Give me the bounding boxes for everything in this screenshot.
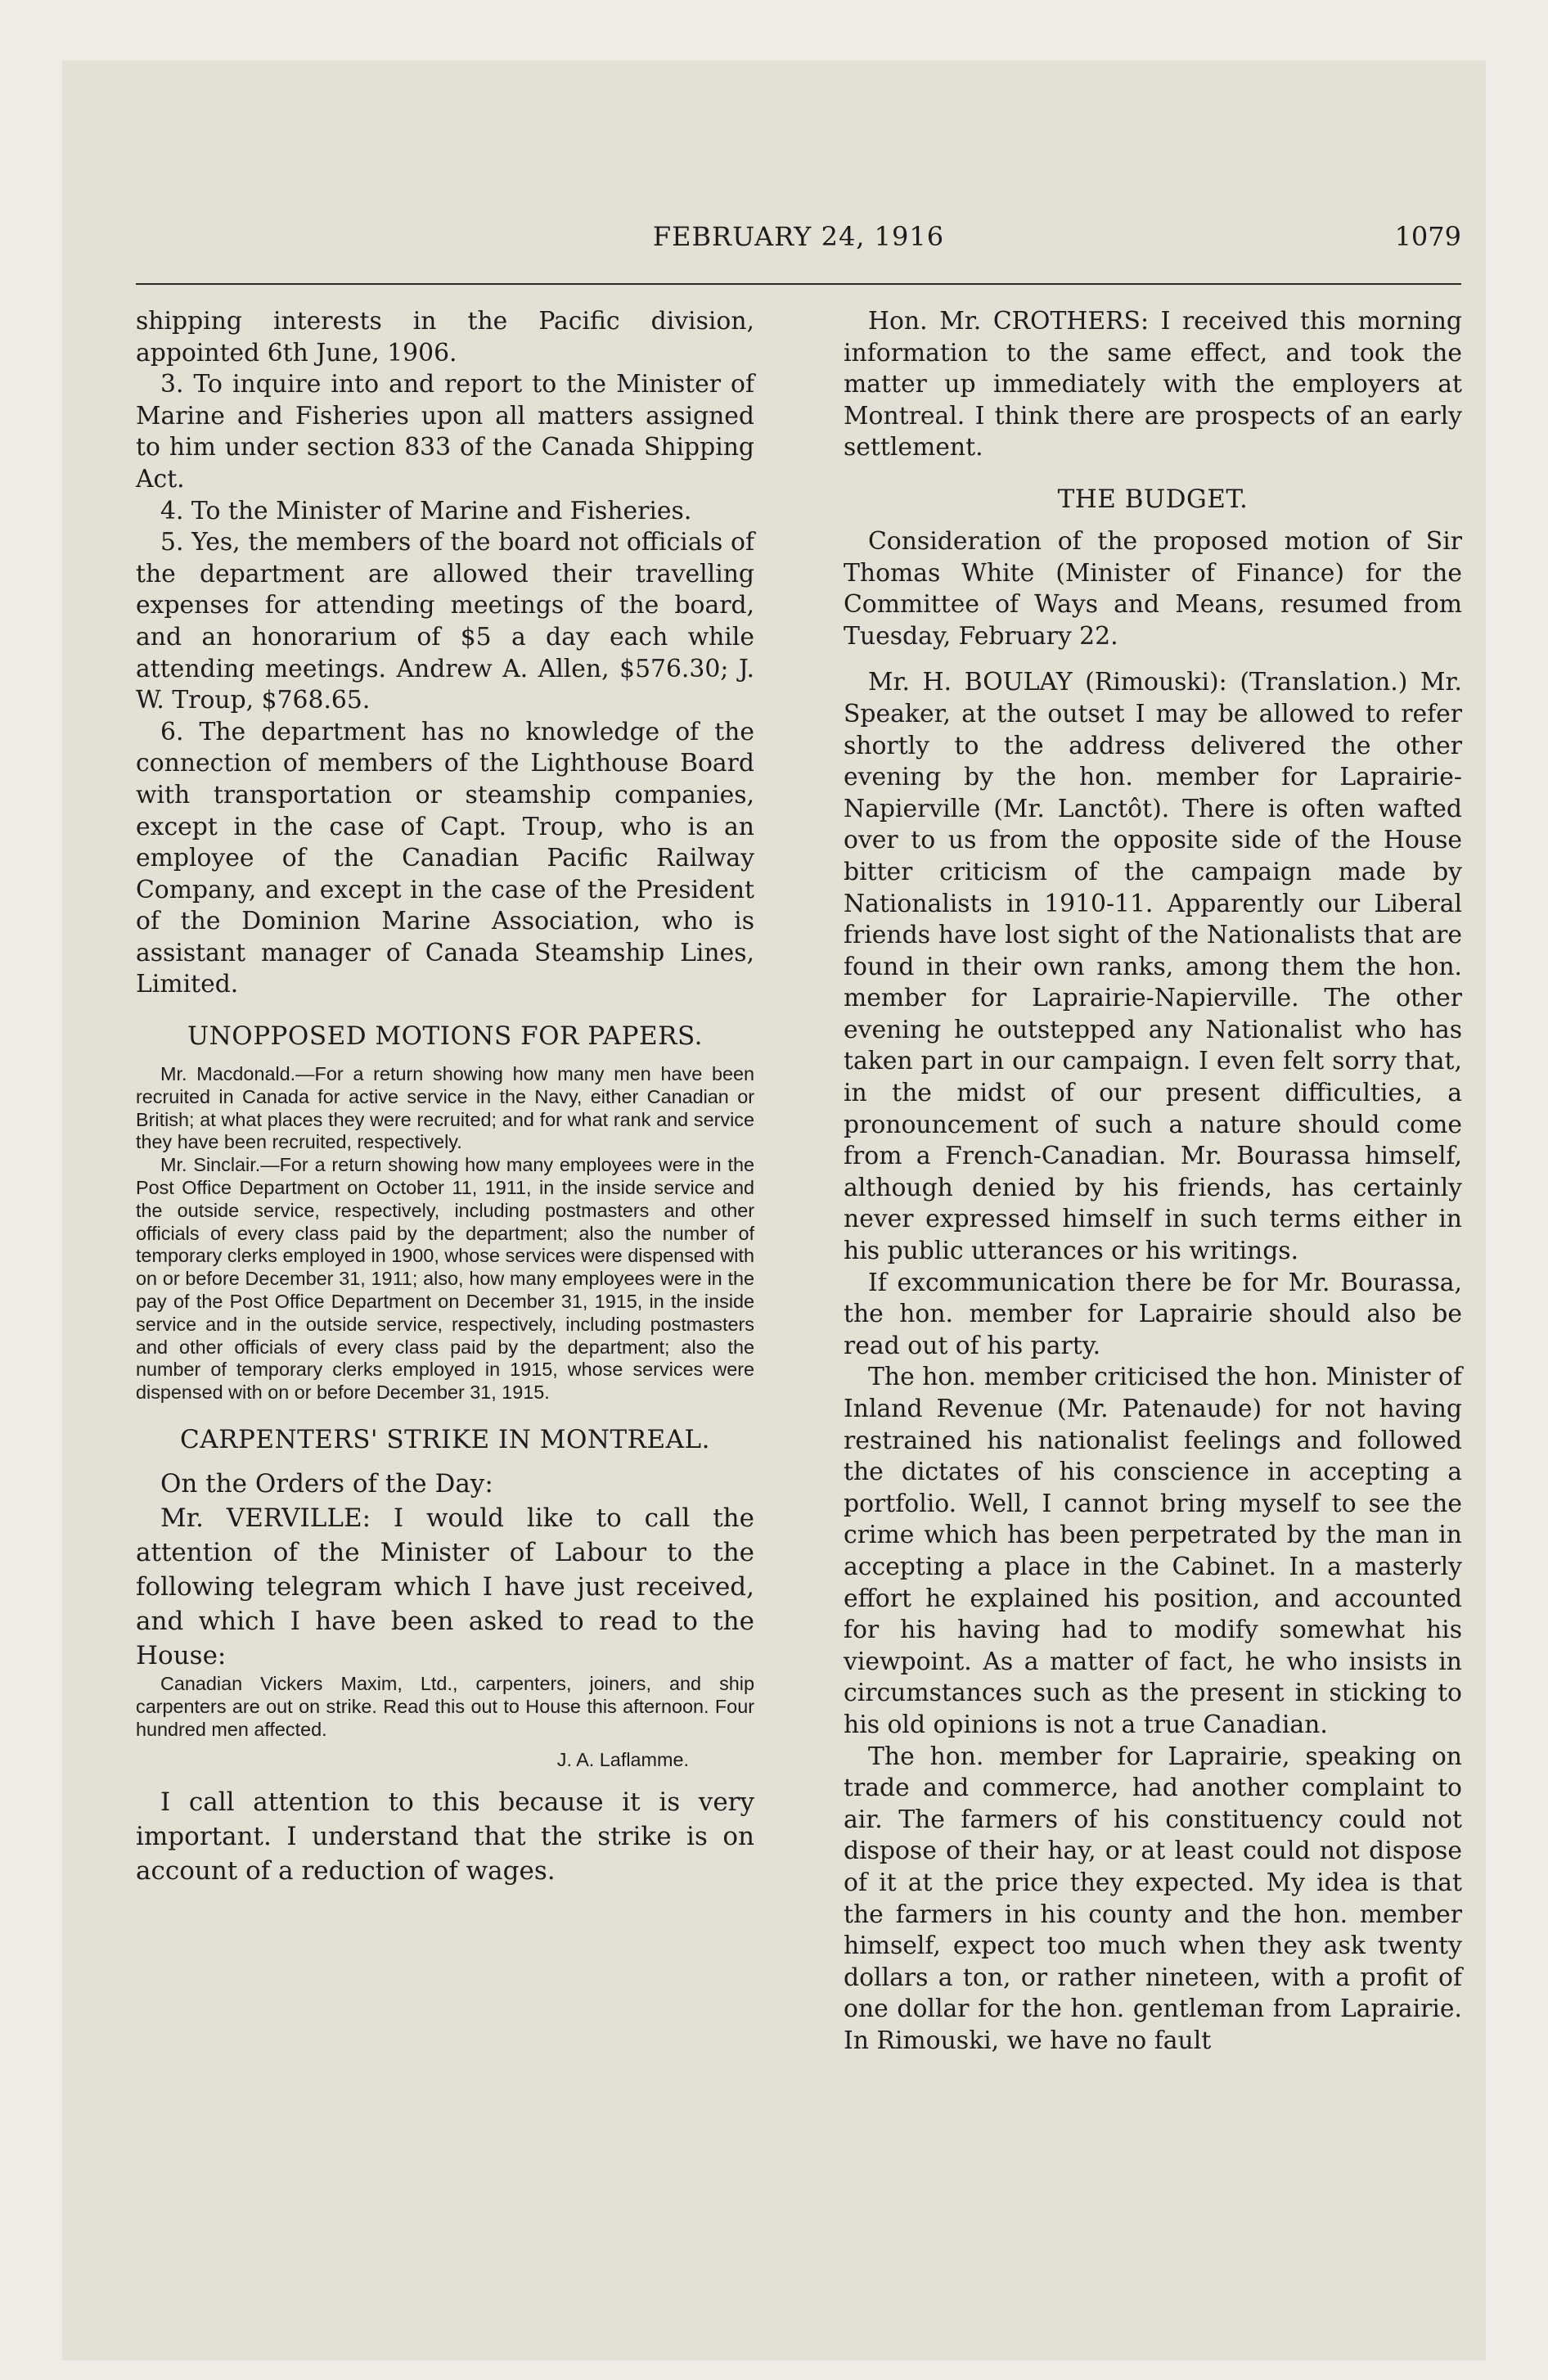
telegram-text: Canadian Vickers Maxim, Ltd., carpenters, joiners, and ship carpenters are out on strike. Read this out to House this afternoon. Four hundred men affected. [136,1673,754,1740]
header-date: FEBRUARY 24, 1916 [652,221,945,252]
paragraph: Mr. H. BOULAY (Rimouski): (Translation.) Mr. Speaker, at the outset I may be allowed to refer shortly to the address delivered the other evening by the hon. member for Laprairie-Napierville (Mr. Lanctôt). There is often wafted over to us from the opposite side of the House bitter criticism of the campaign made by Nationalists in 1910-11. Apparently our Liberal friends have lost sight of the Nationalists that are found in their own ranks, among them the hon. member for Laprairie-Napierville. The other evening he outstepped any Nationalist who has taken part in our campaign. I even felt sorry that, in the midst of our present difficulties, a pronouncement of such a nature should come from a French-Canadian. Mr. Bourassa himself, although denied by his friends, has certainly never expressed himself in such terms either in his public utterances or his writings. [844,668,1462,1266]
paragraph: 3. To inquire into and report to the Minister of Marine and Fisheries upon all matters assigned to him under section 833 of the Canada Shipping Act. [136,370,754,494]
motion-text: Mr. Macdonald.—For a return showing how many men have been recruited in Canada for active service in the Navy, either Canadian or British; at what places they were recruited; and for what rank and service they have been recruited, respectively. [136,1063,754,1153]
section-heading: UNOPPOSED MOTIONS FOR PAPERS. [187,1021,703,1052]
page-number: 1079 [1394,221,1461,252]
paragraph: Mr. VERVILLE: I would like to call the attention of the Minister of Labour to the following telegram which I have just received, and which I have been asked to read to the House: [136,1503,754,1671]
page-header [136,221,1461,254]
section-heading: CARPENTERS' STRIKE IN MONTREAL. [180,1425,710,1455]
paragraph: I call attention to this because it is very important. I understand that the strike is on account of a reduction of wages. [136,1787,754,1886]
paragraph: The hon. member for Laprairie, speaking on trade and commerce, had another complaint to air. The farmers of his constituency could not dispose of their hay, or at least could not dispose of it at the price they expected. My idea is that the farmers in his county and the hon. member himself, expect too much when they ask twenty dollars a ton, or rather nineteen, with a profit of one dollar for the hon. gentleman from Laprairie. In Rimouski, we have no fault [844,1742,1462,2055]
motion-text: Mr. Sinclair.—For a return showing how many employees were in the Post Office Department on October 11, 1911, in the inside service and the outside service, respectively, including postmasters and other officials of every class paid by the department; also the number of temporary clerks employed in 1900, whose services were dispensed with on or before December 31, 1911; also, how many employees were in the pay of the Post Office Department on December 31, 1915, in the inside service and in the outside service, respectively, including postmasters and other officials of every class paid by the department; also the number of temporary clerks employed in 1915, whose services were dispensed with on or before December 31, 1915. [136,1154,754,1404]
paragraph: 5. Yes, the members of the board not officials of the department are allowed their travelling expenses for attending meetings of the board, and an honorarium of $5 a day each while attending meetings. Andrew A. Allen, $576.30; J. W. Troup, $768.65. [136,528,754,715]
page-sheet [62,61,1486,2360]
paragraph: 4. To the Minister of Marine and Fisheries. [160,496,692,525]
telegram-signature: J. A. Laflamme. [556,1749,689,1771]
header-rule [136,283,1461,285]
paragraph: The hon. member criticised the hon. Minister of Inland Revenue (Mr. Patenaude) for not having restrained his nationalist feelings and followed the dictates of his conscience in accepting a portfolio. Well, I cannot bring myself to see the crime which has been perpetrated by the man in accepting a place in the Cabinet. In a masterly effort he explained his position, and accounted for his having had to modify somewhat his viewpoint. As a matter of fact, he who insists in circumstances such as the present in sticking to his old opinions is not a true Canadian. [844,1363,1462,1739]
paragraph: shipping interests in the Pacific division, appointed 6th June, 1906. [136,307,754,367]
paragraph: Hon. Mr. CROTHERS: I received this morning information to the same effect, and took the matter up immediately with the employers at Montreal. I think there are prospects of an early settlement. [844,307,1462,462]
left-column [136,306,754,1888]
paragraph: Consideration of the proposed motion of Sir Thomas White (Minister of Finance) for the Committee of Ways and Means, resumed from Tuesday, February 22. [844,526,1462,651]
paragraph: On the Orders of the Day: [160,1469,493,1499]
section-heading: THE BUDGET. [1057,484,1249,514]
paragraph: 6. The department has no knowledge of the connection of members of the Lighthouse Board with transportation or steamship companies, except in the case of Capt. Troup, who is an employee of the Canadian Pacific Railway Company, and except in the case of the President of the Dominion Marine Association, who is assistant manager of Canada Steamship Lines, Limited. [136,717,754,999]
paragraph: If excommunication there be for Mr. Bourassa, the hon. member for Laprairie should also be read out of his party. [844,1268,1462,1360]
right-column [844,306,1462,2057]
